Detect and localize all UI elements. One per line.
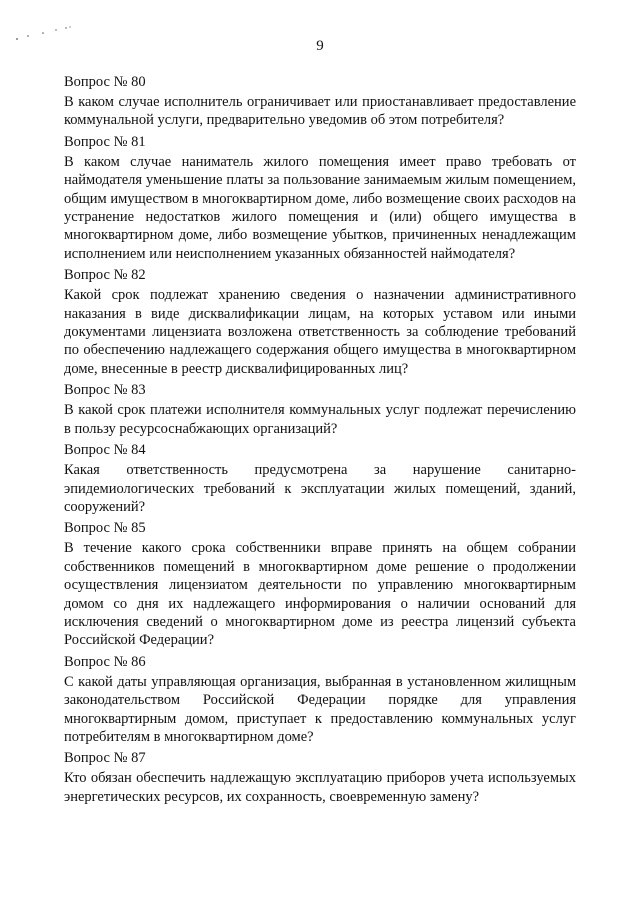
question-82 [64, 265, 576, 378]
question-85 [64, 518, 576, 649]
question-81 [64, 132, 576, 263]
question-84 [64, 440, 576, 516]
question-87 [64, 748, 576, 806]
question-title: Вопрос № 87 [64, 750, 146, 767]
question-text: Какой срок подлежат хранению сведения о назначении административного наказания в виде дисквалификации лицам, на которых уставом или иными документами лицензиата возложена ответственность за соблюдение требований по обеспечению надлежащего содержания общего имущества в многоквартирном доме, внесенные в реестр дисквалифицированных лиц? [64, 287, 576, 377]
question-text: В течение какого срока собственники вправе принять на общем собрании собственников помещений в многоквартирном доме решение о продолжении осуществления лицензиатом деятельности по управлению многоквартирным домом со дня их надлежащего информирования о наличии оснований для исключения сведений о многоквартирном доме из реестра лицензий субъекта Российской Федерации? [64, 540, 576, 649]
question-title: Вопрос № 84 [64, 442, 146, 459]
question-text: В какой срок платежи исполнителя коммунальных услуг подлежат перечислению в пользу ресурсоснабжающих организаций? [64, 402, 576, 437]
question-text: Какая ответственность предусмотрена за нарушение санитарно-эпидемиологических требований к эксплуатации жилых помещений, зданий, сооружений? [64, 462, 576, 515]
question-83 [64, 380, 576, 438]
page-number: 9 [316, 38, 324, 54]
question-text: С какой даты управляющая организация, выбранная в установленном жилищным законодательством Российской Федерации порядке для управления многоквартирным домом, приступает к предоставлению коммунальных услуг потребителям в многоквартирном доме? [64, 673, 576, 745]
questions-list [64, 72, 576, 808]
question-title: Вопрос № 86 [64, 653, 146, 670]
question-title: Вопрос № 82 [64, 267, 146, 284]
question-text: Кто обязан обеспечить надлежащую эксплуатацию приборов учета используемых энергетических ресурсов, их сохранность, своевременную замену? [64, 770, 576, 805]
question-text: В каком случае исполнитель ограничивает или приостанавливает предоставление коммунальной услуги, предварительно уведомив об этом потребителя? [64, 94, 576, 129]
question-80 [64, 72, 576, 130]
question-title: Вопрос № 83 [64, 382, 146, 399]
question-86 [64, 652, 576, 747]
question-title: Вопрос № 81 [64, 133, 146, 150]
question-title: Вопрос № 80 [64, 74, 146, 90]
question-title: Вопрос № 85 [64, 520, 146, 537]
question-text: В каком случае наниматель жилого помещения имеет право требовать от наймодателя уменьшение платы за пользование занимаемым жилым помещением, общим имуществом в многоквартирном доме, либо возмещение своих расходов на устранение недостатков жилого помещения и (или) общего имущества в многоквартирном доме, либо возмещение убытков, причиненных ненадлежащим исполнением или неисполнением указанных обязанностей наймодателя? [64, 153, 576, 262]
